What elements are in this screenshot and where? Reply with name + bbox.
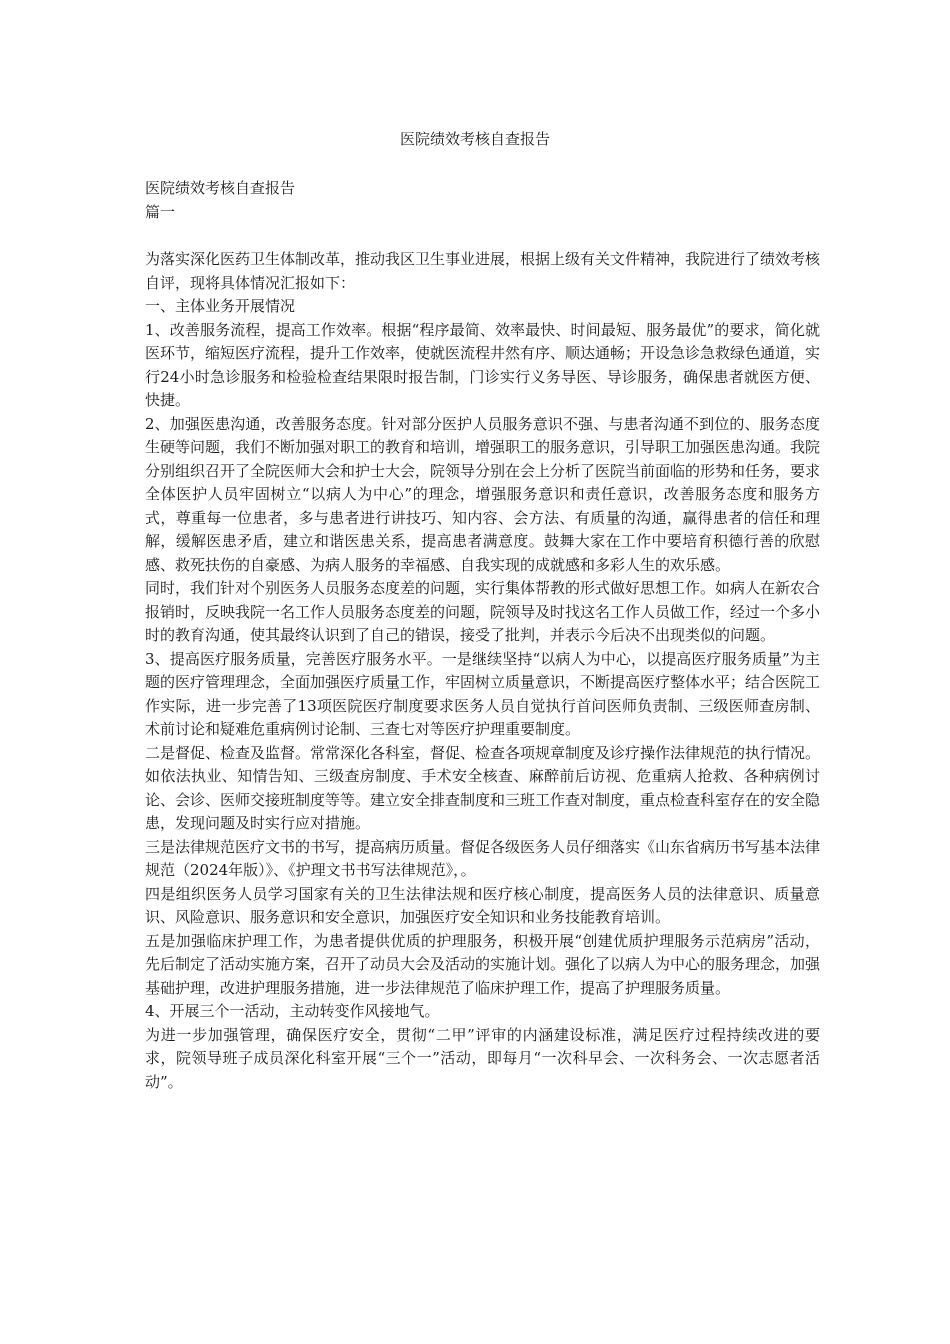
paragraph-item-4: 4、开展三个一活动，主动转变作风接地气。 (145, 1002, 440, 1020)
document-subtitle: 医院绩效考核自查报告 (145, 179, 296, 197)
document-body (145, 177, 820, 1094)
paragraph-item-3-part-2: 二是督促、检查及监督。常常深化各科室，督促、检查各项规章制度及诊疗操作法律规范的执行情况。如依法执业、知情告知、三级查房制度、手术安全核查、麻醉前后访视、危重病人抢救、各种病例讨论、会诊、医师交接班制度等等。建立安全排查制度和三班工作查对制度，重点检查科室存在的安全隐患，发现问题及时实行应对措施。 (145, 743, 821, 832)
section-heading: 一、主体业务开展情况 (145, 297, 296, 315)
blank-line (145, 224, 820, 248)
paragraph-item-2: 2、加强医患沟通，改善服务态度。针对部分医护人员服务意识不强、与患者沟通不到位的、服务态度生硬等问题，我们不断加强对职工的教育和培训，增强职工的服务意识，引导职工加强医患沟通。我院分别组织召开了全院医师大会和护士大会，院领导分别在会上分析了医院当前面临的形势和任务，要求全体医护人员牢固树立“以病人为中心”的理念，增强服务意识和责任意识，改善服务态度和服务方式，尊重每一位患者，多与患者进行讲技巧、知内容、会方法、有质量的沟通，赢得患者的信任和理解，缓解医患矛盾，建立和谐医患关系，提高患者满意度。鼓舞大家在工作中要培育积德行善的欣慰感、救死扶伤的自豪感、为病人服务的幸福感、自我实现的成就感和多彩人生的欢乐感。 (145, 414, 821, 574)
paragraph-item-3: 3、提高医疗服务质量，完善医疗服务水平。一是继续坚持“以病人为中心，以提高医疗服务质量”为主题的医疗管理理念，全面加强医疗质量工作，牢固树立质量意识，不断提高医疗整体水平；结合医院工作实际，进一步完善了13项医院医疗制度要求医务人员自觉执行首问医师负责制、三级医师查房制、术前讨论和疑难危重病例讨论制、三查七对等医疗护理重要制度。 (145, 649, 821, 738)
paragraph-item-2-followup: 同时，我们针对个别医务人员服务态度差的问题，实行集体帮教的形式做好思想工作。如病人在新农合报销时，反映我院一名工作人员服务态度差的问题，院领导及时找这名工作人员做工作，经过一个多小时的教育沟通，使其最终认识到了自己的错误，接受了批判，并表示今后决不出现类似的问题。 (145, 579, 821, 644)
paragraph-item-3-part-5: 五是加强临床护理工作，为患者提供优质的护理服务，积极开展“创建优质护理服务示范病房”活动，先后制定了活动实施方案，召开了动员大会及活动的实施计划。强化了以病人为中心的服务理念，加强基础护理，改进护理服务措施，进一步法律规范了临床护理工作，提高了护理服务质量。 (145, 931, 821, 997)
paragraph-item-1: 1、改善服务流程，提高工作效率。根据“程序最简、效率最快、时间最短、服务最优”的要求，简化就医环节，缩短医疗流程，提升工作效率，使就医流程井然有序、顺达通畅；开设急诊急救绿色通道，实行24小时急诊服务和检验检查结果限时报告制，门诊实行义务导医、导诊服务，确保患者就医方便、快捷。 (145, 320, 821, 409)
paragraph-item-3-part-3: 三是法律规范医疗文书的书写，提高病历质量。督促各级医务人员仔细落实《山东省病历书写基本法律规范（2024年版）》、《护理文书书写法律规范》，。 (145, 837, 821, 879)
paragraph-item-3-part-4: 四是组织医务人员学习国家有关的卫生法律法规和医疗核心制度，提高医务人员的法律意识、质量意识、风险意识、服务意识和安全意识，加强医疗安全知识和业务技能教育培训。 (145, 884, 820, 926)
section-label: 篇一 (145, 202, 176, 221)
paragraph-item-4-detail: 为进一步加强管理，确保医疗安全，贯彻“二甲”评审的内涵建设标准，满足医疗过程持续改进的要求，院领导班子成员深化科室开展“三个一”活动，即每月“一次科早会、一次科务会、一次志愿者活动”。 (145, 1025, 820, 1091)
paragraph-intro: 为落实深化医药卫生体制改革，推动我区卫生事业进展，根据上级有关文件精神，我院进行了绩效考核自评，现将具体情况汇报如下： (145, 250, 821, 292)
page-title: 医院绩效考核自查报告 (399, 130, 550, 148)
